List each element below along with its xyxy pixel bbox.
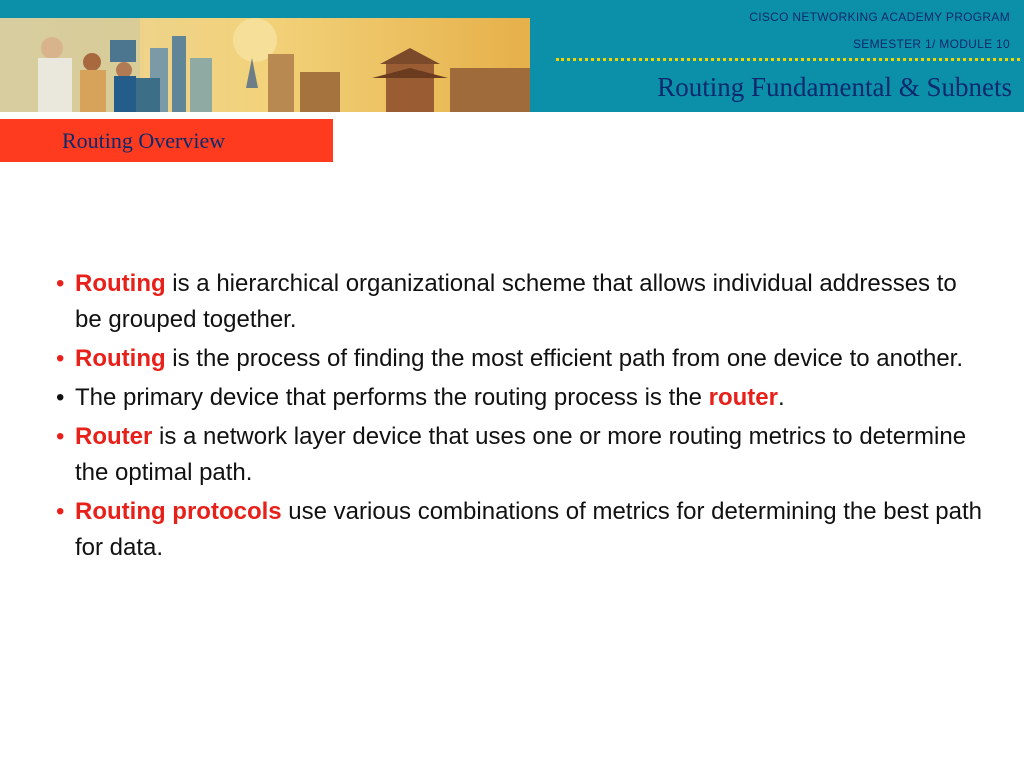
bullet-keyword: router	[708, 384, 778, 411]
bullet-item	[56, 419, 986, 491]
bullet-marker-icon: •	[56, 270, 65, 297]
slide-header	[0, 0, 1024, 112]
bullet-keyword: Router	[75, 423, 153, 450]
bullet-keyword: Routing protocols	[75, 498, 282, 525]
bullet-item	[56, 341, 986, 377]
bullet-item	[56, 380, 986, 416]
bullet-marker-icon: •	[56, 384, 65, 411]
semester-label: SEMESTER 1/ MODULE 10	[852, 37, 1010, 51]
bullet-text: use various combinations of metrics for determining the best path for data.	[75, 498, 982, 561]
banner-illustration	[0, 18, 530, 112]
bullet-keyword: Routing	[75, 270, 166, 297]
bullet-marker-icon: •	[56, 423, 65, 450]
bullet-text: is a hierarchical organizational scheme that allows individual addresses to be grouped together.	[75, 270, 957, 333]
bullet-text-suffix: .	[777, 384, 785, 411]
bullet-text: is a network layer device that uses one or more routing metrics to determine the optimal path.	[75, 423, 967, 486]
dotted-divider	[556, 58, 1020, 61]
bullet-item	[56, 494, 986, 566]
bullet-text: The primary device that performs the routing process is the	[75, 384, 709, 411]
program-label: CISCO NETWORKING ACADEMY PROGRAM	[749, 10, 1010, 24]
section-title: Routing Overview	[62, 128, 226, 153]
deck-title: Routing Fundamental & Subnets	[657, 72, 1012, 102]
bullet-list	[56, 266, 986, 569]
bullet-text: is the process of finding the most efficient path from one device to another.	[165, 345, 963, 372]
bullet-marker-icon: •	[56, 498, 65, 525]
bullet-keyword: Routing	[75, 345, 166, 372]
bullet-marker-icon: •	[56, 345, 65, 372]
bullet-item	[56, 266, 986, 338]
